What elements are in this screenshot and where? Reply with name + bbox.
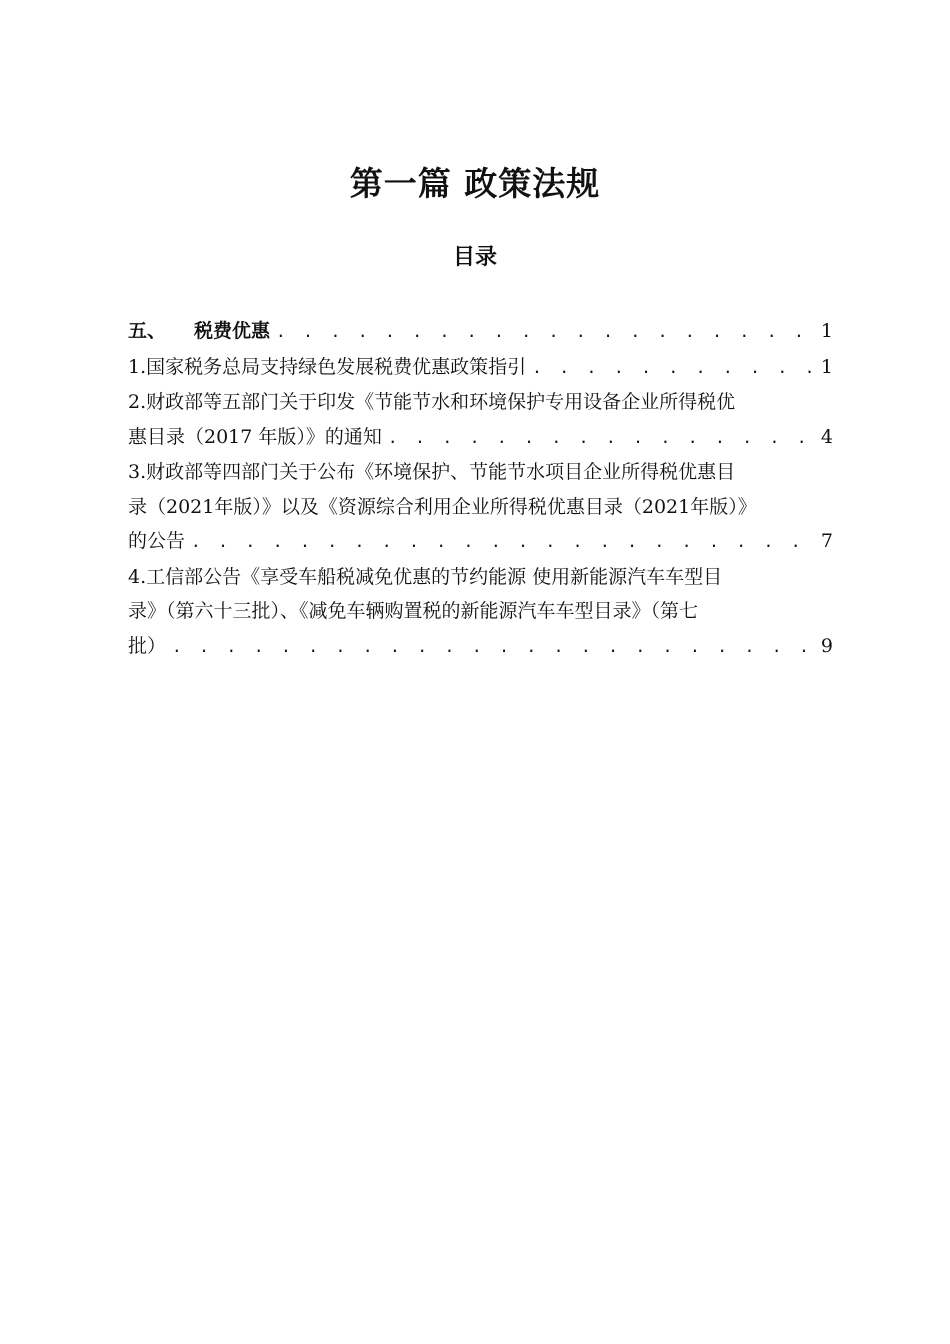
toc-entry-line: 2.财政部等五部门关于印发《节能节水和环境保护专用设备企业所得税优	[128, 391, 736, 413]
toc-entry-line: 的公告	[128, 530, 186, 552]
toc-entry-line: 3.财政部等四部门关于公布《环境保护、节能节水项目企业所得税优惠目	[128, 461, 736, 483]
toc-entry-line: 录》（第六十三批）、《减免车辆购置税的新能源汽车车型目录》（第七	[128, 600, 699, 622]
toc-entry-line: 录（2021年版）》以及《资源综合利用企业所得税优惠目录（2021年版）》	[128, 495, 757, 518]
toc-entry-line: 4.工信部公告《享受车船税减免优惠的节约能源 使用新能源汽车车型目	[128, 565, 723, 588]
toc-entry-2[interactable]	[128, 385, 833, 455]
toc-entry-line: 1.国家税务总局支持绿色发展税费优惠政策指引	[128, 355, 527, 378]
toc-leader-dots	[276, 315, 815, 350]
toc-page-number: 9	[820, 634, 833, 657]
toc-entry-line: 惠目录（2017 年版）》的通知	[128, 425, 382, 448]
toc-page-number: 7	[820, 530, 833, 552]
part-title: 第一篇 政策法规	[349, 164, 601, 203]
toc-section-label: 税费优惠	[194, 320, 271, 342]
toc-page-number: 4	[820, 425, 833, 448]
toc-title: 目录	[452, 244, 497, 270]
table-of-contents	[128, 314, 833, 664]
toc-leader-dots	[172, 630, 815, 665]
toc-leader-dots	[191, 525, 815, 560]
toc-leader-dots	[532, 351, 815, 386]
toc-entry-4[interactable]	[128, 560, 833, 665]
toc-page-number: 1	[820, 355, 833, 378]
toc-leader-dots	[388, 421, 815, 456]
toc-section-tax-benefits[interactable]	[128, 314, 833, 350]
toc-entry-line: 批）	[128, 634, 167, 657]
toc-section-number: 五、	[128, 320, 167, 342]
toc-entry-1[interactable]	[128, 350, 833, 386]
toc-entry-3[interactable]	[128, 455, 833, 560]
toc-page-number: 1	[820, 320, 833, 342]
